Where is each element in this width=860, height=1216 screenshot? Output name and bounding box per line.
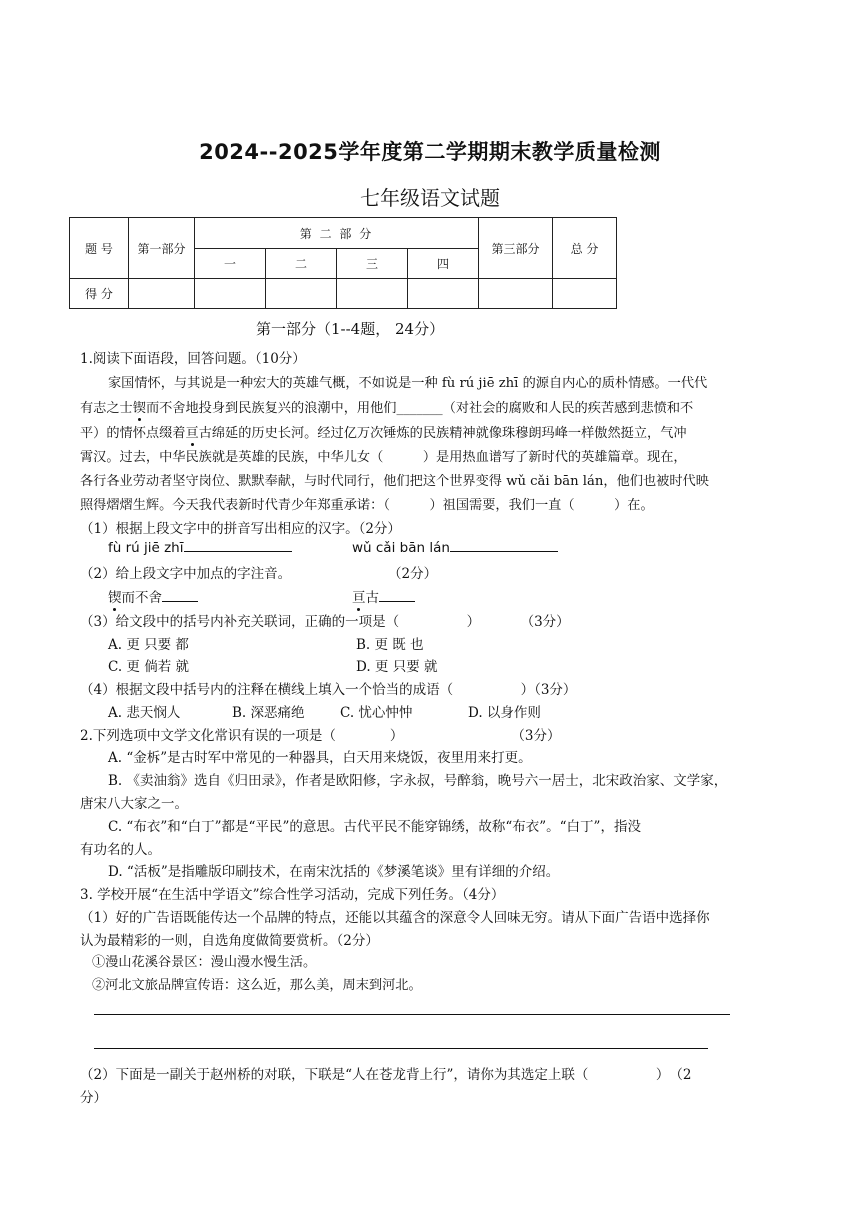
q1-sub2: （2）给上段文字中加点的字注音。 bbox=[80, 566, 292, 582]
score-cell-part1[interactable] bbox=[129, 279, 195, 309]
exam-subtitle: 七年级语文试题 bbox=[360, 186, 500, 210]
answer-line-2[interactable] bbox=[94, 1048, 708, 1049]
score-table bbox=[69, 217, 617, 309]
q3-sub2-line-1: （2）下面是一副关于赵州桥的对联，下联是“人在苍龙背上行”，请你为其选定上联（ ） （2 bbox=[80, 1067, 692, 1083]
answer-blank-pinyin-1[interactable] bbox=[184, 551, 292, 552]
q1-sub2-word-2 bbox=[352, 586, 415, 606]
q3-ad-1: ①漫山花溪谷景区：漫山漫水慢生活。 bbox=[92, 955, 317, 970]
q1-passage-line-1: 家国情怀，与其说是一种宏大的英雄气概，不如说是一种 fù rú jiē zhī 的源自内心的质朴情感。一代代 bbox=[108, 376, 708, 391]
q2-option-b-line-1[interactable]: B. 《卖油翁》选自《归田录》，作者是欧阳修，字永叔，号醉翁，晚号六一居士，北宋政治家、文学家， bbox=[108, 773, 728, 789]
q1-passage-line-5: 各行各业劳动者坚守岗位、默默奉献，与时代同行，他们把这个世界变得 wǔ cǎi bān lán，他们也被时代映 bbox=[80, 474, 709, 489]
q1-sub1-pinyin-2 bbox=[352, 540, 558, 556]
header-total: 总 分 bbox=[553, 218, 617, 279]
q3-sub2-line-2: 分） bbox=[80, 1090, 107, 1106]
answer-line-1[interactable] bbox=[94, 1014, 730, 1015]
score-cell-part2-1[interactable] bbox=[195, 279, 266, 309]
header-part2-sub-4: 四 bbox=[408, 249, 479, 279]
answer-blank-word-1[interactable] bbox=[162, 601, 198, 602]
q1-passage-line-2: 有志之士锲而不舍地投身到民族复兴的浪潮中，用他们_______（对社会的腐败和人民的疾苦感到悲愤和不 bbox=[80, 401, 694, 416]
q3-ad-2: ②河北文旅品牌宣传语：这么近，那么美，周末到河北。 bbox=[92, 978, 422, 993]
q3-sub1-line-2: 认为最精彩的一则，自选角度做简要赏析。（2分） bbox=[80, 933, 379, 949]
header-part3: 第三部分 bbox=[479, 218, 553, 279]
answer-blank-pinyin-2[interactable] bbox=[450, 551, 558, 552]
section1-heading: 第一部分（1--4题， 24分） bbox=[256, 320, 445, 338]
q2-option-a[interactable]: A. “金柝”是古时军中常见的一种器具，白天用来烧饭，夜里用来打更。 bbox=[108, 750, 532, 766]
header-part2-sub-1: 一 bbox=[195, 249, 266, 279]
q1-sub4-option-c[interactable]: C. 忧心忡忡 bbox=[340, 705, 413, 721]
word-2: 亘古 bbox=[352, 590, 379, 606]
q1-sub3: （3）给文段中的括号内补充关联词，正确的一项是（ ） （3分） bbox=[80, 614, 570, 630]
q2-option-d[interactable]: D. “活板”是指雕版印刷技术，在南宋沈括的《梦溪笔谈》里有详细的介绍。 bbox=[108, 864, 560, 880]
q3-stem: 3. 学校开展“在生活中学语文”综合性学习活动，完成下列任务。（4分） bbox=[80, 887, 505, 903]
row-label-question-no: 题 号 bbox=[70, 218, 129, 279]
header-part1: 第一部分 bbox=[129, 218, 195, 279]
q1-sub4-option-a[interactable]: A. 悲天悯人 bbox=[108, 705, 181, 721]
q1-sub4-option-b[interactable]: B. 深恶痛绝 bbox=[232, 705, 305, 721]
row-label-score: 得 分 bbox=[70, 279, 129, 309]
q1-sub3-option-a[interactable]: A. 更 只要 都 bbox=[108, 637, 189, 653]
score-cell-total[interactable] bbox=[553, 279, 617, 309]
score-cell-part2-4[interactable] bbox=[408, 279, 479, 309]
q1-sub3-option-d[interactable]: D. 更 只要 就 bbox=[356, 659, 438, 675]
word-1: 锲而不舍 bbox=[108, 590, 162, 606]
score-cell-part2-2[interactable] bbox=[266, 279, 337, 309]
header-part2-sub-2: 二 bbox=[266, 249, 337, 279]
q1-sub3-option-b[interactable]: B. 更 既 也 bbox=[356, 637, 424, 653]
q1-sub4-option-d[interactable]: D. 以身作则 bbox=[468, 705, 541, 721]
q2-option-c-line-2: 有功名的人。 bbox=[80, 842, 161, 858]
q1-passage-line-6: 照得熠熠生辉。今天我代表新时代青少年郑重承诺：（ ）祖国需要，我们一直（ ）在。 bbox=[80, 498, 654, 513]
answer-blank-word-2[interactable] bbox=[379, 601, 415, 602]
header-part2: 第 二 部 分 bbox=[195, 218, 479, 249]
q1-sub3-option-c[interactable]: C. 更 倘若 就 bbox=[108, 659, 190, 675]
pinyin-2: wǔ cǎi bān lán bbox=[352, 540, 450, 556]
q1-sub2-word-1 bbox=[108, 586, 198, 606]
q1-passage-line-4: 霄汉。过去，中华民族就是英雄的民族，中华儿女（ ）是用热血谱写了新时代的英雄篇章。现在， bbox=[80, 450, 687, 465]
pinyin-1: fù rú jiē zhī bbox=[108, 540, 184, 556]
q3-sub1-line-1: （1）好的广告语既能传达一个品牌的特点，还能以其蕴含的深意令人回味无穷。请从下面广告语中选择你 bbox=[80, 910, 710, 926]
q1-stem: 1.阅读下面语段，回答问题。（10分） bbox=[80, 351, 306, 367]
q2-option-b-line-2: 唐宋八大家之一。 bbox=[80, 796, 188, 812]
q2-stem: 2.下列选项中文学文化常识有误的一项是（ ） （3分） bbox=[80, 728, 561, 744]
score-cell-part3[interactable] bbox=[479, 279, 553, 309]
q1-sub4: （4）根据文段中括号内的注释在横线上填入一个恰当的成语（ ）（3分） bbox=[80, 682, 577, 698]
q1-sub2-score: （2分） bbox=[388, 566, 438, 582]
header-part2-sub-3: 三 bbox=[337, 249, 408, 279]
q1-sub1: （1）根据上段文字中的拼音写出相应的汉字。（2分） bbox=[80, 521, 401, 537]
q2-option-c-line-1[interactable]: C. “布衣”和“白丁”都是“平民”的意思。古代平民不能穿锦绣，故称“布衣”。“白丁”，指没 bbox=[108, 819, 641, 835]
q1-passage-line-3: 平）的情怀点缀着亘古绵延的历史长河。经过亿万次锤炼的民族精神就像珠穆朗玛峰一样傲然挺立，气冲 bbox=[80, 426, 687, 441]
q1-sub1-pinyin-1 bbox=[108, 540, 292, 556]
score-cell-part2-3[interactable] bbox=[337, 279, 408, 309]
exam-title: 2024--2025学年度第二学期期末教学质量检测 bbox=[199, 140, 661, 164]
